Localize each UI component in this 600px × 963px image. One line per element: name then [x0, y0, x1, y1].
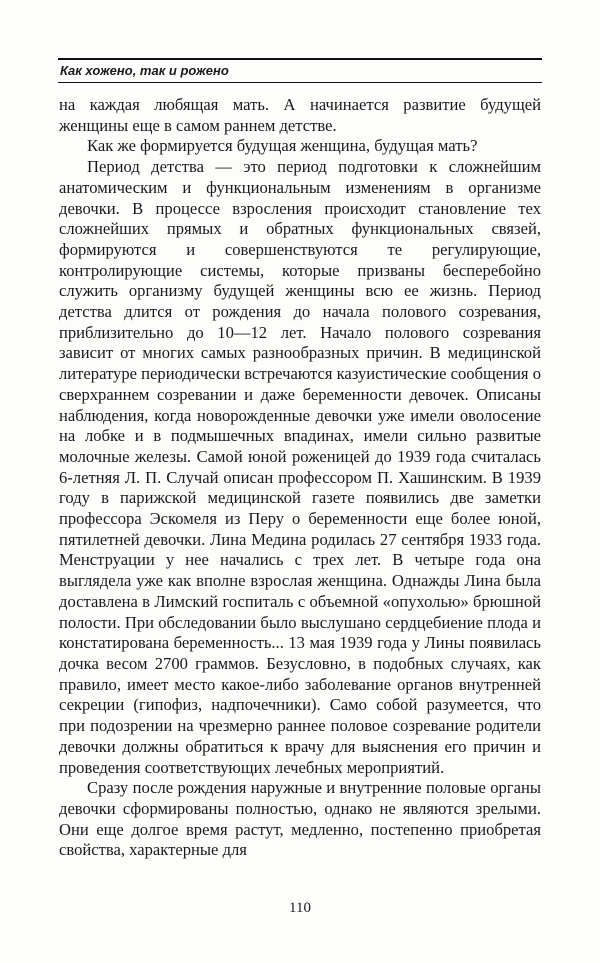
- paragraph: Сразу после рождения наружные и внутренние половые органы девочки сформированы полностью, однако не являются зрелыми. Они еще долгое время растут, медленно, постепенно приобретая свойства, характерные для: [59, 778, 541, 860]
- paragraph: Как же формируется будущая женщина, будущая мать?: [87, 136, 478, 156]
- paragraph: Период детства — это период подготовки к сложнейшим анатомическим и функциональным изменениям в организме девочки. В процессе взросления происходит становление тех сложнейших прямых и обратных функциональных связей, формируются и совершенствуются те регулирующие, контролирующие системы, которые призваны бесперебойно служить организму будущей женщины всю ее жизнь. Период детства длится от рождения до начала полового созревания, приблизительно до 10—12 лет. Начало полового созревания зависит от многих самых разнообразных причин. В медицинской литературе периодически встречаются казуистические сообщения о сверхраннем созревании и даже беременности девочек. Описаны наблюдения, когда новорожденные девочки уже имели оволосение на лобке и в подмышечных впадинах, имели сильно развитые молочные железы. Самой юной роженицей до 1939 года считалась 6-летняя Л. П. Случай описан профессором П. Хашинским. В 1939 году в парижской медицинской газете появились две заметки профессора Эскомеля из Перу о беременности еще более юной, пятилетней девочки. Лина Медина родилась 27 сентября 1933 года. Менструации у нее начались с трех лет. В четыре года она выглядела уже как вполне взрослая женщина. Однажды Лина была доставлена в Лимский госпиталь с объемной «опухолью» брюшной полости. При обследовании было выслушано сердцебиение плода и констатирована беременность... 13 мая 1939 года у Лины появилась дочка весом 2700 граммов. Безусловно, в подобных случаях, как правило, имеет место какое-либо заболевание органов внутренней секреции (гипофиз, надпочечники). Само собой разумеется, что при подозрении на чрезмерно раннее половое созревание родители девочки должны обратиться к врачу для выяснения его причин и проведения соответствующих лечебных мероприятий.: [59, 157, 541, 777]
- running-header: [58, 58, 542, 83]
- page-number: 110: [289, 900, 311, 916]
- paragraph: на каждая любящая мать. А начинается развитие будущей женщины еще в самом раннем детстве.: [59, 95, 541, 135]
- running-header-title: Как хожено, так и рожено: [60, 63, 229, 78]
- body-text: [59, 95, 541, 861]
